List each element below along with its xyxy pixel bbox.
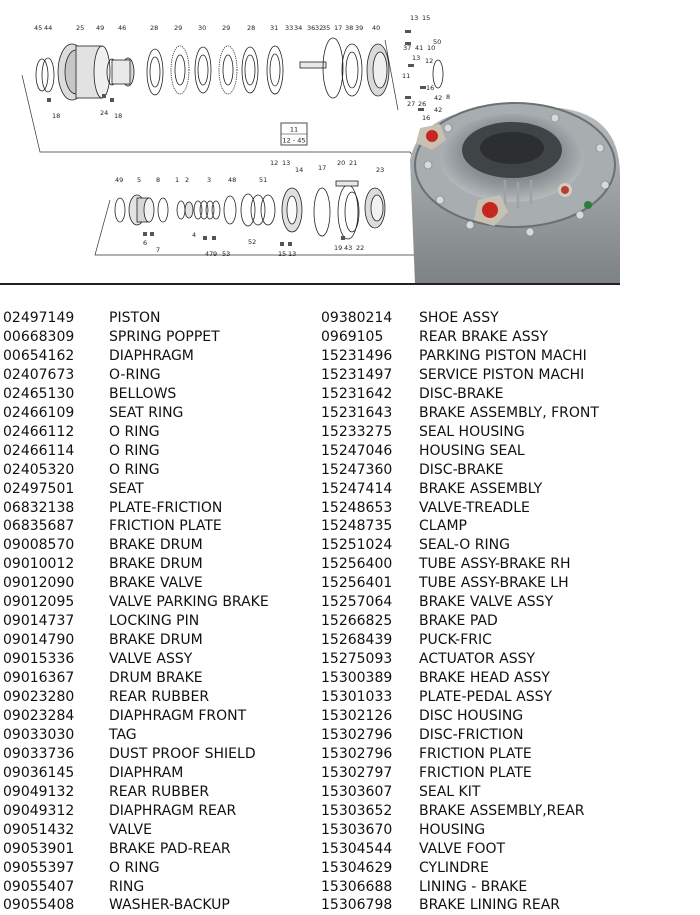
bottom-callout: 15: [278, 250, 287, 258]
bottom-callout: 4: [192, 231, 197, 239]
top-callout: 32: [315, 24, 324, 32]
parts-row-left: [3, 309, 303, 328]
part-number: 15256400: [321, 556, 393, 573]
parts-row-right: [321, 802, 621, 821]
part-description: BRAKE PAD: [419, 613, 498, 630]
part-number: 02497149: [3, 310, 75, 326]
part-description: BELLOWS: [109, 385, 177, 402]
part-description: FRICTION PLATE: [109, 518, 222, 535]
top-callout: 46: [118, 24, 127, 32]
top-callout: 13: [410, 14, 419, 22]
bottom-callout: 19: [334, 244, 343, 252]
part-description: SEAL-O RING: [419, 537, 510, 554]
bottom-callout: 6: [143, 239, 148, 247]
parts-row-right: [321, 896, 621, 915]
part-number: 00668309: [3, 328, 75, 345]
bottom-callouts: [115, 159, 384, 258]
part-description: CLAMP: [419, 518, 467, 535]
parts-row-right: [321, 821, 621, 840]
top-callout: 13: [412, 54, 421, 62]
parts-row-left: [3, 385, 303, 404]
bottom-callout: 21: [349, 159, 358, 167]
part-number: 09380214: [321, 310, 393, 326]
top-callout: 11: [402, 72, 411, 80]
top-callout: 29: [222, 24, 231, 32]
bottom-callout: 14: [295, 166, 304, 174]
parts-row-left: [3, 688, 303, 707]
part-number: 06835687: [3, 518, 75, 535]
part-description: DUST PROOF SHIELD: [109, 745, 256, 762]
parts-row-right: [321, 423, 621, 442]
part-description: BRAKE ASSEMBLY: [419, 480, 543, 497]
part-number: 09015336: [3, 651, 75, 668]
part-description: VALVE-TREADLE: [419, 499, 530, 516]
part-number: 15306798: [321, 897, 393, 914]
parts-row-right: [321, 840, 621, 859]
top-callout: 28: [247, 24, 256, 32]
top-callout: 40: [372, 24, 381, 32]
bottom-callout: 53: [222, 250, 231, 258]
part-number: 00654162: [3, 347, 75, 364]
part-number: 15275093: [321, 651, 393, 668]
part-number: 02407673: [3, 366, 75, 383]
parts-row-left: [3, 461, 303, 480]
part-number: 15302126: [321, 707, 393, 724]
part-description: BRAKE DRUM: [109, 556, 203, 573]
parts-row-left: [3, 442, 303, 461]
part-number: 15302796: [321, 745, 393, 762]
top-callout: 17: [334, 24, 343, 32]
part-description: PUCK-FRIC: [419, 632, 492, 649]
top-callout: 50: [433, 38, 442, 46]
top-callout: 10: [427, 44, 436, 52]
part-description: O-RING: [109, 366, 161, 383]
bottom-callout: 17: [318, 164, 327, 172]
part-number: 02466112: [3, 423, 75, 440]
part-description: REAR RUBBER: [109, 689, 210, 705]
part-description: VALVE PARKING BRAKE: [109, 594, 269, 611]
top-callout: 25: [76, 24, 85, 32]
parts-row-left: [3, 555, 303, 574]
top-callout: 35: [322, 24, 331, 32]
top-callout: 28: [150, 24, 159, 32]
parts-row-right: [321, 461, 621, 480]
part-description: BRAKE DRUM: [109, 632, 203, 649]
parts-row-left: [3, 669, 303, 688]
part-number: 15304629: [321, 859, 393, 876]
part-description: FRICTION PLATE: [419, 745, 532, 762]
part-number: 15247360: [321, 461, 393, 478]
parts-row-right: [321, 612, 621, 631]
part-number: 02466109: [3, 404, 75, 421]
bottom-callout: 13: [288, 250, 297, 258]
part-number: 09051432: [3, 821, 75, 838]
top-callout: 41: [415, 44, 424, 52]
parts-row-right: [321, 347, 621, 366]
top-callout: 31: [270, 24, 279, 32]
parts-row-right: [321, 555, 621, 574]
parts-row-left: [3, 423, 303, 442]
top-callout: 38: [345, 24, 354, 32]
parts-row-left: [3, 499, 303, 518]
parts-row-left: [3, 536, 303, 555]
top-callout: 39: [355, 24, 364, 32]
part-description: FRICTION PLATE: [419, 764, 532, 781]
bottom-callout: 23: [376, 166, 385, 174]
parts-row-right: [321, 499, 621, 518]
parts-row-right: [321, 878, 621, 897]
part-description: BRAKE PAD-REAR: [109, 840, 231, 857]
part-number: 09016367: [3, 670, 75, 687]
part-number: 15268439: [321, 632, 393, 649]
part-description: DISC-BRAKE: [419, 385, 504, 402]
brake-housing-photo: [410, 103, 620, 284]
parts-row-left: [3, 612, 303, 631]
parts-row-right: [321, 517, 621, 536]
parts-row-right: [321, 404, 621, 423]
parts-row-left: [3, 783, 303, 802]
top-callout: 36: [307, 24, 316, 32]
part-number: 15248735: [321, 518, 393, 535]
bottom-callout: 52: [248, 238, 257, 246]
part-description: SEAT RING: [109, 404, 184, 421]
part-description: SEAL KIT: [419, 783, 481, 800]
parts-row-left: [3, 745, 303, 764]
part-number: 15233275: [321, 423, 393, 440]
part-description: SEAL HOUSING: [419, 423, 525, 440]
part-number: 15231643: [321, 404, 393, 421]
part-number: 15300389: [321, 670, 393, 687]
part-description: SERVICE PISTON MACHI: [419, 366, 585, 383]
bottom-callout: 43: [344, 244, 353, 252]
part-description: HOUSING SEAL: [419, 442, 525, 459]
part-description: REAR RUBBER: [109, 783, 210, 800]
part-description: TUBE ASSY-BRAKE LH: [419, 575, 569, 592]
bottom-callout: 20: [337, 159, 346, 167]
part-number: 09033030: [3, 726, 75, 743]
bottom-callout: 3: [207, 176, 212, 184]
part-number: 15247414: [321, 480, 393, 497]
top-callout: 18: [52, 112, 61, 120]
bottom-callout: 48: [228, 176, 237, 184]
parts-row-right: [321, 688, 621, 707]
part-description: SPRING POPPET: [109, 328, 220, 345]
part-description: O RING: [109, 461, 160, 478]
part-description: DIAPHRAGM REAR: [109, 802, 237, 819]
part-number: 02466114: [3, 442, 75, 459]
part-description: BRAKE VALVE: [109, 575, 203, 592]
parts-row-left: [3, 840, 303, 859]
top-callout: 45: [34, 24, 43, 32]
part-description: O RING: [109, 442, 160, 459]
parts-row-left: [3, 593, 303, 612]
part-number: 15231497: [321, 366, 393, 383]
part-number: 09036145: [3, 764, 75, 781]
bottom-assembly-drawing: [115, 181, 385, 246]
top-callout: 8: [446, 93, 451, 101]
top-callout: 42: [434, 106, 443, 114]
part-description: DISC HOUSING: [419, 707, 524, 724]
diagram-drawing: [0, 0, 700, 285]
part-description: DIAPHRAM: [109, 764, 184, 781]
parts-row-left: [3, 366, 303, 385]
bottom-callout: 22: [356, 244, 365, 252]
parts-row-right: [321, 669, 621, 688]
top-callout: 34: [294, 24, 303, 32]
part-description: HOUSING: [419, 821, 486, 838]
parts-row-left: [3, 631, 303, 650]
parts-row-left: [3, 347, 303, 366]
parts-row-left: [3, 726, 303, 745]
part-number: 09055407: [3, 878, 75, 895]
part-number: 09010012: [3, 556, 75, 573]
part-number: 09014790: [3, 632, 75, 649]
top-callout: 42: [434, 94, 443, 102]
part-number: 15302796: [321, 726, 393, 743]
parts-row-left: [3, 517, 303, 536]
part-description: LINING - BRAKE: [419, 878, 528, 895]
top-callout: 24: [100, 109, 109, 117]
parts-row-left: [3, 821, 303, 840]
part-description: SEAT: [109, 480, 144, 497]
part-description: ACTUATOR ASSY: [419, 651, 536, 668]
part-description: PARKING PISTON MACHI: [419, 347, 587, 364]
part-number: 09008570: [3, 537, 75, 554]
part-description: VALVE ASSY: [109, 651, 193, 668]
part-number: 15301033: [321, 689, 393, 705]
part-description: BRAKE LINING REAR: [419, 897, 560, 914]
parts-row-right: [321, 707, 621, 726]
part-number: 02405320: [3, 461, 75, 478]
reference-box-range: 12 - 45: [282, 136, 306, 145]
part-number: 15303670: [321, 821, 393, 838]
top-callout: 18: [114, 112, 123, 120]
parts-row-right: [321, 650, 621, 669]
bottom-callout: 13: [282, 159, 291, 167]
part-description: DIAPHRAGM FRONT: [109, 707, 247, 724]
bottom-callout: 2: [185, 176, 190, 184]
parts-row-right: [321, 593, 621, 612]
part-description: TAG: [109, 726, 137, 743]
top-callout: 44: [44, 24, 53, 32]
exploded-parts-diagram: [0, 0, 700, 285]
part-description: REAR BRAKE ASSY: [419, 328, 549, 345]
parts-row-left: [3, 859, 303, 878]
part-description: SHOE ASSY: [419, 310, 499, 326]
part-number: 02497501: [3, 480, 75, 497]
parts-row-right: [321, 366, 621, 385]
part-description: VALVE: [109, 821, 152, 838]
parts-row-right: [321, 764, 621, 783]
part-description: BRAKE HEAD ASSY: [419, 670, 550, 687]
bottom-callout: 12: [270, 159, 279, 167]
top-callout: 33: [285, 24, 294, 32]
reference-box-title: 11: [289, 125, 299, 134]
parts-row-right: [321, 536, 621, 555]
top-callout: 30: [198, 24, 207, 32]
part-number: 15247046: [321, 442, 393, 459]
part-description: TUBE ASSY-BRAKE RH: [419, 556, 571, 573]
top-callout: 16: [422, 114, 431, 122]
part-number: 09049312: [3, 802, 75, 819]
part-description: WASHER-BACKUP: [109, 897, 230, 914]
top-callout: 37: [403, 44, 412, 52]
parts-row-left: [3, 878, 303, 897]
bottom-callout: 8: [156, 176, 161, 184]
parts-row-right: [321, 480, 621, 499]
part-description: BRAKE ASSEMBLY,REAR: [419, 802, 585, 819]
part-description: O RING: [109, 423, 160, 440]
bottom-callout: 47: [205, 250, 214, 258]
parts-row-left: [3, 707, 303, 726]
part-number: 09023284: [3, 707, 75, 724]
parts-row-left: [3, 896, 303, 915]
part-number: 15256401: [321, 575, 393, 592]
part-description: RING: [109, 878, 145, 895]
part-number: 15257064: [321, 594, 393, 611]
top-assembly-drawing: [36, 30, 443, 111]
parts-row-right: [321, 385, 621, 404]
part-number: 15303652: [321, 802, 393, 819]
part-description: DIAPHRAGM: [109, 347, 194, 364]
part-number: 09055397: [3, 859, 75, 876]
part-description: BRAKE DRUM: [109, 537, 203, 554]
part-number: 0969105: [321, 328, 384, 345]
part-number: 15231496: [321, 347, 393, 364]
top-callout: 15: [422, 14, 431, 22]
part-number: 06832138: [3, 499, 75, 516]
bottom-callout: 1: [175, 176, 180, 184]
part-number: 09033736: [3, 745, 75, 762]
part-description: O RING: [109, 859, 160, 876]
part-number: 15304544: [321, 840, 393, 857]
part-description: VALVE FOOT: [419, 840, 506, 857]
part-description: DISC-BRAKE: [419, 461, 504, 478]
parts-row-right: [321, 859, 621, 878]
part-number: 15251024: [321, 537, 393, 554]
part-description: PLATE-PEDAL ASSY: [419, 689, 553, 705]
bottom-callout: 49: [115, 176, 124, 184]
parts-row-right: [321, 574, 621, 593]
part-number: 09023280: [3, 689, 75, 705]
part-number: 09012090: [3, 575, 75, 592]
top-callout: 26: [418, 100, 427, 108]
part-description: DISC-FRICTION: [419, 726, 524, 743]
part-description: DRUM BRAKE: [109, 670, 203, 687]
part-number: 02465130: [3, 385, 75, 402]
part-description: BRAKE ASSEMBLY, FRONT: [419, 404, 599, 421]
top-callout: 16: [426, 84, 435, 92]
section-divider: [0, 283, 620, 285]
part-number: 09012095: [3, 594, 75, 611]
part-number: 09049132: [3, 783, 75, 800]
part-description: LOCKING PIN: [109, 613, 200, 630]
part-number: 09014737: [3, 613, 75, 630]
parts-row-right: [321, 783, 621, 802]
parts-row-left: [3, 764, 303, 783]
parts-row-left: [3, 650, 303, 669]
part-number: 15231642: [321, 385, 393, 402]
parts-row-right: [321, 309, 621, 328]
parts-row-left: [3, 574, 303, 593]
parts-row-right: [321, 726, 621, 745]
parts-row-left: [3, 328, 303, 347]
bottom-callout: 7: [156, 246, 161, 254]
part-number: 15266825: [321, 613, 393, 630]
part-number: 09055408: [3, 897, 75, 914]
parts-row-left: [3, 480, 303, 499]
part-number: 15302797: [321, 764, 393, 781]
part-number: 15248653: [321, 499, 393, 516]
top-callout: 29: [174, 24, 183, 32]
parts-row-left: [3, 802, 303, 821]
part-number: 15303607: [321, 783, 393, 800]
parts-row-right: [321, 442, 621, 461]
parts-row-right: [321, 745, 621, 764]
part-description: PISTON: [109, 310, 161, 326]
top-callout: 12: [425, 57, 434, 65]
part-number: 15306688: [321, 878, 393, 895]
top-callout: 49: [96, 24, 105, 32]
top-callout: 27: [407, 100, 416, 108]
part-number: 09053901: [3, 840, 75, 857]
parts-row-right: [321, 328, 621, 347]
part-description: PLATE-FRICTION: [109, 499, 223, 516]
bottom-callout: 5: [137, 176, 142, 184]
part-description: CYLINDRE: [419, 859, 489, 876]
parts-row-right: [321, 631, 621, 650]
bottom-callout: 9: [213, 250, 218, 258]
parts-row-left: [3, 404, 303, 423]
part-description: BRAKE VALVE ASSY: [419, 594, 554, 611]
bottom-callout: 51: [259, 176, 268, 184]
